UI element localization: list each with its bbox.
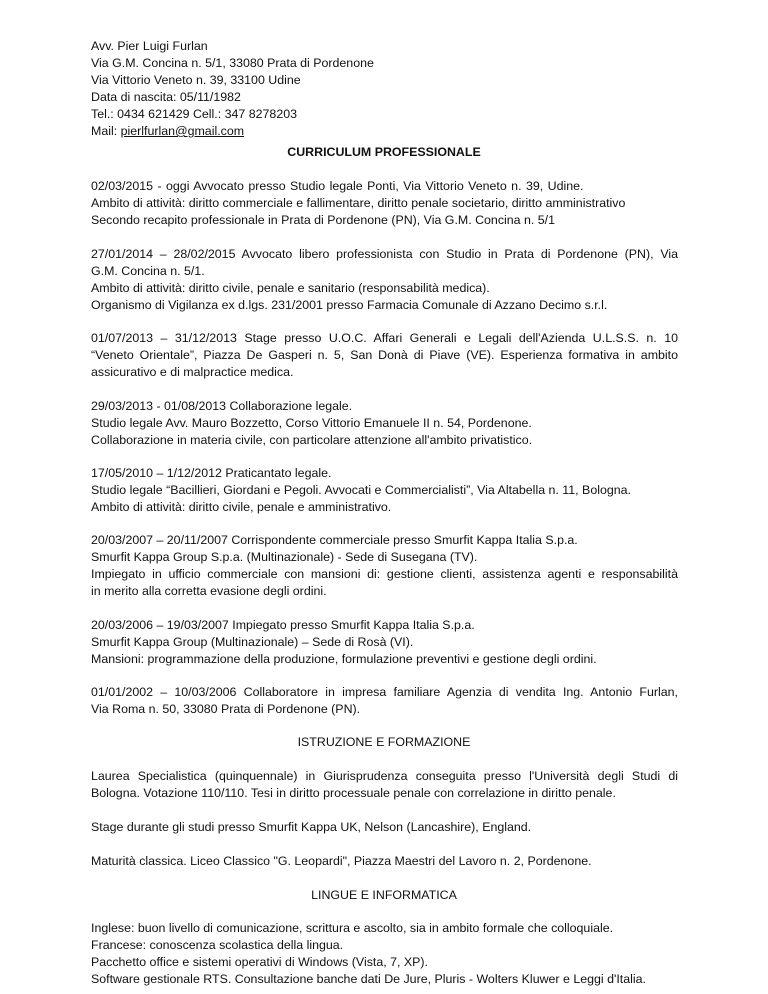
- software-line: Software gestionale RTS. Consultazione banche dati De Jure, Pluris - Wolters Kluwer e Leggi d'Italia.: [91, 972, 646, 986]
- education-stage: [91, 819, 678, 836]
- entry-line: 01/07/2013 – 31/12/2013 Stage presso U.O.C. Affari Generali e Legali dell'Azienda U.L.S.S. n. 10: [91, 331, 678, 345]
- entry-line: Ambito di attività: diritto civile, penale e amministrativo.: [91, 500, 392, 514]
- experience-entry-6: [91, 532, 678, 600]
- degree-line: Bologna. Votazione 110/110. Tesi in diritto processuale penale con correlazione in diritto penale.: [91, 786, 616, 800]
- mail-line: [91, 123, 374, 140]
- entry-line: 20/03/2006 – 19/03/2007 Impiegato presso Smurfit Kappa Italia S.p.a.: [91, 618, 475, 632]
- address-prata: Via G.M. Concina n. 5/1, 33080 Prata di Pordenone: [91, 56, 374, 70]
- entry-line: Secondo recapito professionale in Prata di Pordenone (PN), Via G.M. Concina n. 5/1: [91, 213, 555, 227]
- entry-line: Smurfit Kappa Group S.p.a. (Multinazionale) - Sede di Susegana (TV).: [91, 550, 478, 564]
- entry-line: Smurfit Kappa Group (Multinazionale) – Sede di Rosà (VI).: [91, 635, 414, 649]
- entry-line: Ambito di attività: diritto civile, penale e sanitario (responsabilità medica).: [91, 281, 490, 295]
- entry-line: Organismo di Vigilanza ex d.lgs. 231/2001 presso Farmacia Comunale di Azzano Decimo s.r.l.: [91, 298, 608, 312]
- experience-entry-3: [91, 330, 678, 381]
- experience-entry-8: [91, 684, 678, 718]
- experience-entry-1: [91, 178, 678, 229]
- entry-line: Studio legale “Bacillieri, Giordani e Pegoli. Avvocati e Commercialisti”, Via Altabella n. 11, Bologna.: [91, 483, 631, 497]
- maturita-line: Maturità classica. Liceo Classico "G. Leopardi", Piazza Maestri del Lavoro n. 2, Pordenone.: [91, 854, 592, 868]
- experience-entry-4: [91, 398, 678, 449]
- education-degree: [91, 768, 678, 802]
- entry-line: Mansioni: programmazione della produzione, formulazione preventivi e gestione degli ordini.: [91, 652, 597, 666]
- language-line: Francese: conoscenza scolastica della lingua.: [91, 938, 344, 952]
- education-maturita: [91, 853, 678, 870]
- degree-line: Laurea Specialistica (quinquennale) in Giurisprudenza conseguita presso l'Università degli Studi di: [91, 769, 678, 783]
- lawyer-name: Avv. Pier Luigi Furlan: [91, 39, 208, 53]
- experience-entry-7: [91, 617, 678, 668]
- entry-line: in merito alla corretta evasione degli ordini.: [91, 584, 327, 598]
- experience-entry-2: [91, 246, 678, 314]
- entry-line: 17/05/2010 – 1/12/2012 Praticantato legale.: [91, 466, 332, 480]
- languages-title: LINGUE E INFORMATICA: [311, 888, 457, 902]
- experience-entry-5: [91, 465, 678, 516]
- entry-line: 27/01/2014 – 28/02/2015 Avvocato libero professionista con Studio in Prata di Pordenone (PN), Via: [91, 247, 678, 261]
- email-link[interactable]: pierlfurlan@gmail.com: [120, 124, 245, 138]
- entry-line: “Veneto Orientale”, Piazza De Gasperi n. 5, San Donà di Piave (VE). Esperienza formativa in ambito: [91, 348, 678, 362]
- entry-line: 02/03/2015 - oggi Avvocato presso Studio legale Ponti, Via Vittorio Veneto n. 39, Udine.: [91, 179, 584, 193]
- entry-line: Studio legale Avv. Mauro Bozzetto, Corso Vittorio Emanuele II n. 54, Pordenone.: [91, 416, 532, 430]
- entry-line: Impiegato in ufficio commerciale con mansioni di: gestione clienti, assistenza agenti e responsabilità: [91, 567, 678, 581]
- entry-line: 01/01/2002 – 10/03/2006 Collaboratore in impresa familiare Agenzia di vendita Ing. Antonio Furlan,: [91, 685, 678, 699]
- entry-line: 29/03/2013 - 01/08/2013 Collaborazione legale.: [91, 399, 353, 413]
- language-line: Inglese: buon livello di comunicazione, scrittura e ascolto, sia in ambito formale che colloquiale.: [91, 921, 614, 935]
- entry-line: assicurativo e di malpractice medica.: [91, 365, 294, 379]
- entry-line: G.M. Concina n. 5/1.: [91, 264, 205, 278]
- software-line: Pacchetto office e sistemi operativi di Windows (Vista, 7, XP).: [91, 955, 428, 969]
- phone-numbers: Tel.: 0434 621429 Cell.: 347 8278203: [91, 107, 297, 121]
- entry-line: Ambito di attività: diritto commerciale e fallimentare, diritto penale societario, diritto amministrativo: [91, 196, 626, 210]
- curriculum-title: CURRICULUM PROFESSIONALE: [287, 145, 481, 159]
- entry-line: 20/03/2007 – 20/11/2007 Corrispondente commerciale presso Smurfit Kappa Italia S.p.a.: [91, 533, 578, 547]
- contact-header: [91, 38, 374, 140]
- address-udine: Via Vittorio Veneto n. 39, 33100 Udine: [91, 73, 301, 87]
- entry-line: Via Roma n. 50, 33080 Prata di Pordenone (PN).: [91, 702, 361, 716]
- education-title: ISTRUZIONE E FORMAZIONE: [297, 735, 471, 749]
- languages-block: [91, 920, 678, 988]
- stage-line: Stage durante gli studi presso Smurfit Kappa UK, Nelson (Lancashire), England.: [91, 820, 532, 834]
- birth-date: Data di nascita: 05/11/1982: [91, 90, 241, 104]
- mail-label: Mail:: [91, 124, 121, 138]
- entry-line: Collaborazione in materia civile, con particolare attenzione all'ambito privatistico.: [91, 433, 533, 447]
